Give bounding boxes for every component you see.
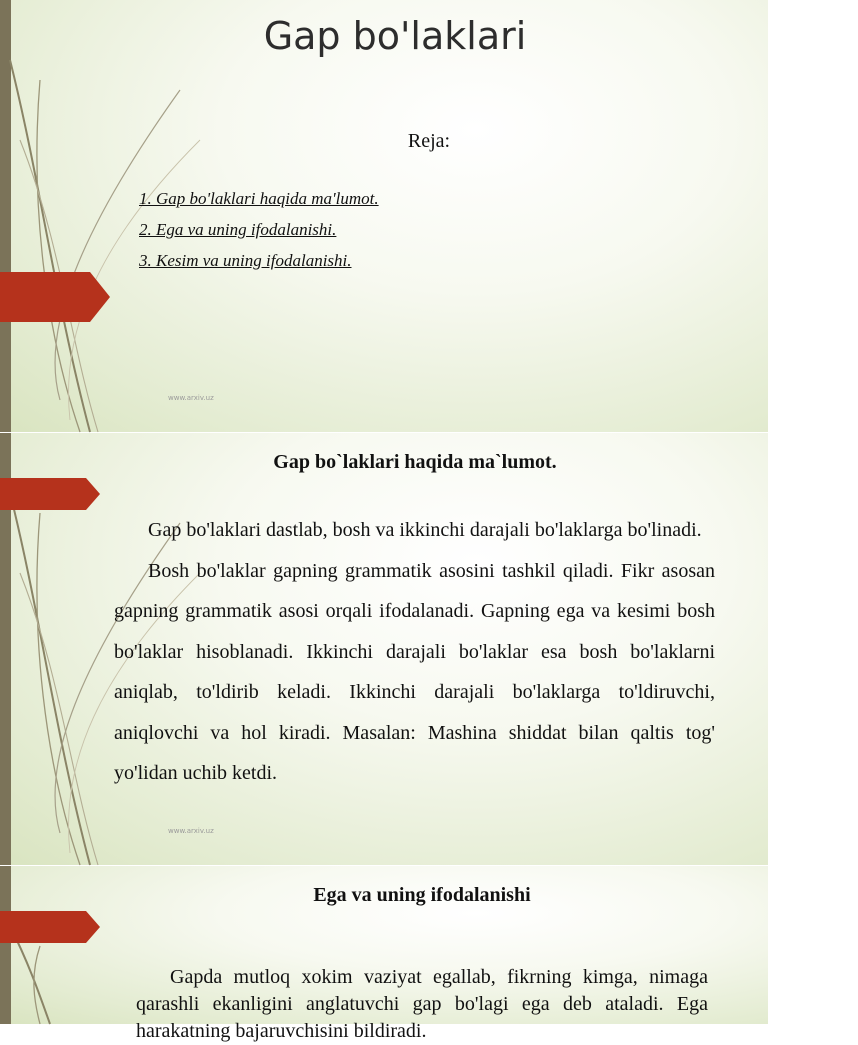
plan-item-1[interactable]: 1. Gap bo'laklari haqida ma'lumot. [139,189,379,208]
arrow-tab-icon [0,911,100,943]
section-heading: Ega va uning ifodalanishi [313,884,531,906]
arrow-tab-icon [0,478,100,510]
slide-1 [0,0,768,432]
watermark: www.arxiv.uz [168,394,214,402]
plan-item-2[interactable]: 2. Ega va uning ifodalanishi. [139,220,337,239]
section-body [136,964,708,1045]
slide-title: Gap bo'laklari [263,14,527,58]
slide-3 [0,866,768,1042]
plan-heading: Reja: [407,130,451,152]
watermark: www.arxiv.uz [168,827,214,835]
section-heading: Gap bo`laklari haqida ma`lumot. [273,451,557,473]
paragraph-1: Gap bo'laklari dastlab, bosh va ikkinchi darajali bo'laklarga bo'linadi. [148,519,702,541]
arrow-tab-icon [0,272,110,322]
plan-list [139,187,379,280]
plan-item-3[interactable]: 3. Kesim va uning ifodalanishi. [139,251,352,270]
paragraph-2: Bosh bo'laklar gapning grammatik asosini tashkil qiladi. Fikr asosan gapning grammatik asosi orqali ifodalanadi. Gapning ega va kesimi bosh bo'laklar hisoblanadi. Ikkinchi darajali bo'laklar esa bosh bo'laklarni aniqlab, to'ldirib keladi. Ikkinchi darajali bo'laklarga to'ldiruvchi, aniqlovchi va hol kiradi. Masalan: Mashina shiddat bilan qaltis tog' yo'lidan uchib ketdi. [114,559,715,784]
paragraph-1: Gapda mutloq xokim vaziyat egallab, fikrning kimga, nimaga qarashli ekanligini anglatuvchi gap bo'lagi ega deb ataladi. Ega harakatning bajaruvchisini bildiradi. [136,966,708,1042]
section-body [114,510,715,794]
slide-2 [0,433,768,865]
